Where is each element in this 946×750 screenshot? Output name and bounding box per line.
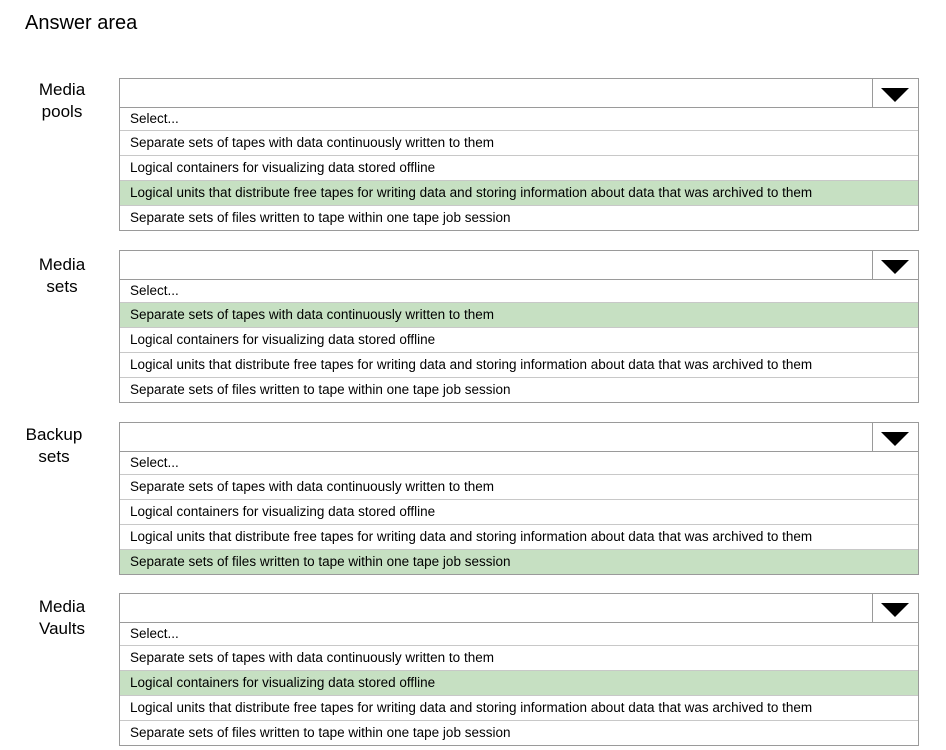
- answer-dropdown[interactable]: [119, 593, 919, 746]
- answer-dropdown[interactable]: [119, 78, 919, 231]
- question-label-line1: Media: [38, 597, 86, 616]
- answer-dropdown[interactable]: [119, 250, 919, 403]
- dropdown-option[interactable]: Logical units that distribute free tapes for writing data and storing information about data that was archived to them: [120, 696, 918, 721]
- dropdown-option[interactable]: Select...: [120, 108, 918, 131]
- question-label: [12, 424, 96, 467]
- dropdown-option[interactable]: Select...: [120, 452, 918, 475]
- question-label-line1: Media: [38, 80, 86, 99]
- question-label-line2: Vaults: [39, 618, 85, 638]
- question-label-line2: sets: [46, 276, 78, 296]
- dropdown-option-selected[interactable]: Logical containers for visualizing data stored offline: [120, 671, 918, 696]
- dropdown-toggle-button[interactable]: [872, 594, 918, 622]
- dropdown-header[interactable]: [120, 423, 918, 452]
- triangle-down-icon: [881, 603, 909, 617]
- dropdown-option[interactable]: Logical containers for visualizing data stored offline: [120, 500, 918, 525]
- dropdown-option-selected[interactable]: Separate sets of tapes with data continuously written to them: [120, 303, 918, 328]
- dropdown-toggle-button[interactable]: [872, 79, 918, 107]
- triangle-down-icon: [881, 260, 909, 274]
- dropdown-option[interactable]: Separate sets of files written to tape within one tape job session: [130, 382, 511, 397]
- dropdown-option[interactable]: Separate sets of tapes with data continuously written to them: [120, 475, 918, 500]
- question-label: [20, 79, 104, 122]
- triangle-down-icon: [881, 432, 909, 446]
- dropdown-header[interactable]: [120, 79, 918, 108]
- question-label-line2: sets: [38, 446, 70, 466]
- page-title: Answer area: [25, 12, 138, 34]
- question-label-line1: Backup: [25, 425, 83, 444]
- question-label: [20, 596, 104, 639]
- dropdown-header[interactable]: [120, 251, 918, 280]
- triangle-down-icon: [881, 88, 909, 102]
- question-label-line2: pools: [41, 101, 83, 121]
- dropdown-option-selected[interactable]: Logical units that distribute free tapes for writing data and storing information about data that was archived to them: [120, 181, 918, 206]
- dropdown-toggle-button[interactable]: [872, 251, 918, 279]
- question-label-line1: Media: [38, 255, 86, 274]
- dropdown-option[interactable]: Logical units that distribute free tapes for writing data and storing information about data that was archived to them: [120, 525, 918, 550]
- dropdown-option[interactable]: Select...: [120, 280, 918, 303]
- dropdown-toggle-button[interactable]: [872, 423, 918, 451]
- dropdown-option[interactable]: Logical containers for visualizing data stored offline: [120, 328, 918, 353]
- dropdown-option[interactable]: Separate sets of tapes with data continuously written to them: [120, 646, 918, 671]
- dropdown-option[interactable]: Select...: [120, 623, 918, 646]
- dropdown-option[interactable]: Separate sets of files written to tape within one tape job session: [130, 725, 511, 740]
- dropdown-option[interactable]: Logical units that distribute free tapes for writing data and storing information about data that was archived to them: [120, 353, 918, 378]
- question-label: [20, 254, 104, 297]
- answer-dropdown[interactable]: [119, 422, 919, 575]
- dropdown-option[interactable]: Separate sets of files written to tape within one tape job session: [130, 210, 511, 225]
- dropdown-option[interactable]: Separate sets of tapes with data continuously written to them: [120, 131, 918, 156]
- dropdown-option[interactable]: Logical containers for visualizing data stored offline: [120, 156, 918, 181]
- dropdown-option-selected[interactable]: Separate sets of files written to tape within one tape job session: [120, 550, 918, 574]
- dropdown-header[interactable]: [120, 594, 918, 623]
